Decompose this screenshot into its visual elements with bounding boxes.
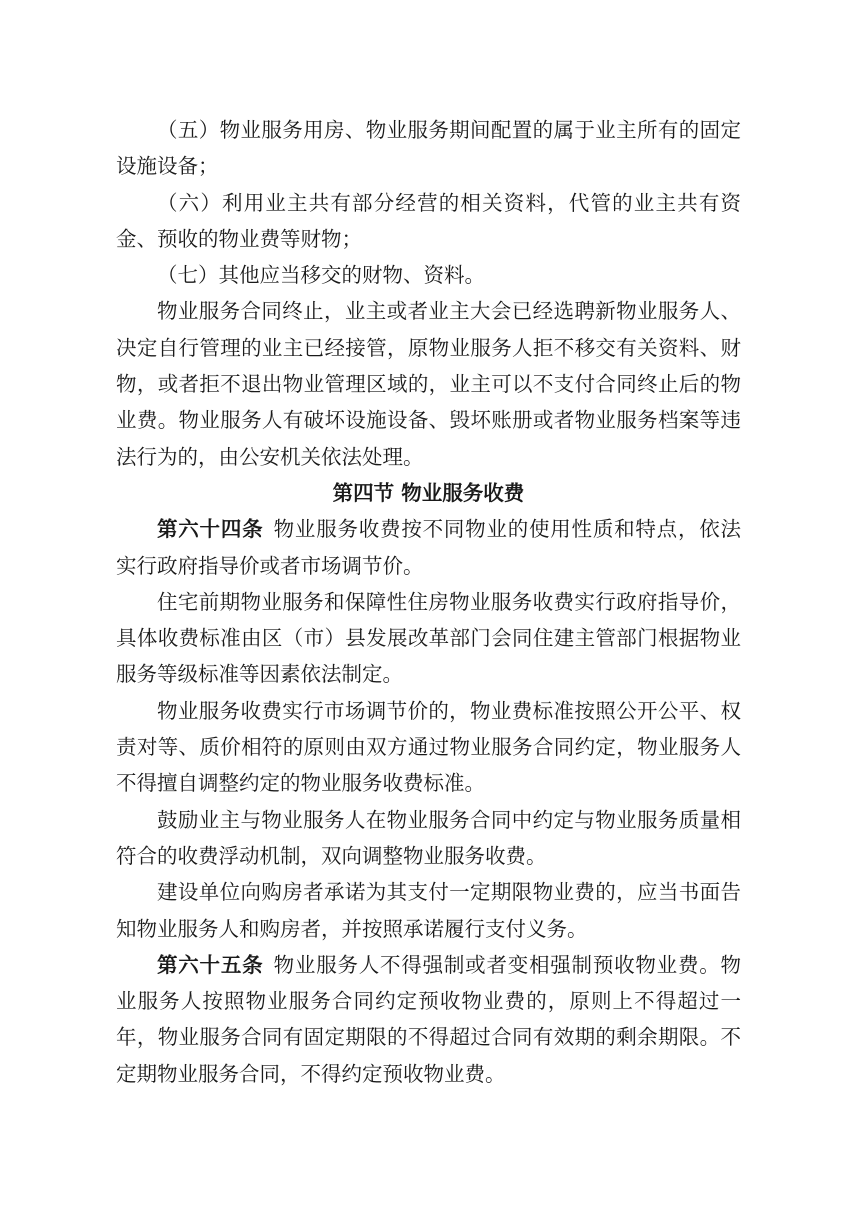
section-heading: 第四节 物业服务收费 bbox=[332, 480, 525, 505]
paragraph-floating-mechanism: 鼓励业主与物业服务人在物业服务合同中约定与物业服务质量相符合的收费浮动机制，双向调整物业服务收费。 bbox=[116, 807, 741, 868]
paragraph-government-guided-price: 住宅前期物业服务和保障性住房物业服务收费实行政府指导价，具体收费标准由区（市）县发展改革部门会同住建主管部门根据物业服务等级标准等因素依法制定。 bbox=[116, 589, 741, 687]
paragraph-market-price: 物业服务收费实行市场调节价的，物业费标准按照公开公平、权责对等、质价相符的原则由双方通过物业服务合同约定，物业服务人不得擅自调整约定的物业服务收费标准。 bbox=[116, 698, 741, 796]
document-body bbox=[116, 112, 741, 1092]
paragraph-item-6: （六）利用业主共有部分经营的相关资料，代管的业主共有资金、预收的物业费等财物； bbox=[116, 190, 741, 251]
article-65-label: 第六十五条 bbox=[157, 952, 264, 977]
article-65 bbox=[116, 947, 741, 1092]
paragraph-item-7: （七）其他应当移交的财物、资料。 bbox=[157, 263, 485, 288]
article-64 bbox=[116, 511, 741, 584]
article-64-text: 物业服务收费按不同物业的使用性质和特点，依法实行政府指导价或者市场调节价。 bbox=[116, 517, 742, 578]
paragraph-item-5: （五）物业服务用房、物业服务期间配置的属于业主所有的固定设施设备； bbox=[116, 118, 741, 179]
article-65-text: 物业服务人不得强制或者变相强制预收物业费。物业服务人按照物业服务合同约定预收物业费的，原则上不得超过一年，物业服务合同有固定期限的不得超过合同有效期的剩余期限。不定期物业服务合同，不得约定预收物业费。 bbox=[116, 952, 742, 1086]
article-64-label: 第六十四条 bbox=[157, 517, 264, 542]
paragraph-contract-termination: 物业服务合同终止，业主或者业主大会已经选聘新物业服务人、决定自行管理的业主已经接管，原物业服务人拒不移交有关资料、财物，或者拒不退出物业管理区域的，业主可以不支付合同终止后的物业费。物业服务人有破坏设施设备、毁坏账册或者物业服务档案等违法行为的，由公安机关依法处理。 bbox=[116, 299, 741, 469]
paragraph-developer-promise: 建设单位向购房者承诺为其支付一定期限物业费的，应当书面告知物业服务人和购房者，并按照承诺履行支付义务。 bbox=[116, 880, 741, 941]
